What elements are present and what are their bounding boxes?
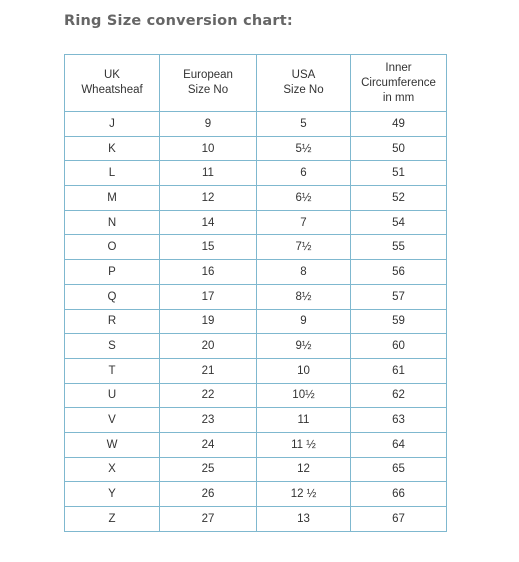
cell-usa-size: 5: [257, 112, 351, 137]
cell-european-size: 19: [160, 309, 257, 334]
cell-european-size: 14: [160, 210, 257, 235]
cell-usa-size: 6½: [257, 186, 351, 211]
table-row: [65, 408, 447, 433]
cell-uk-wheatsheaf: L: [65, 161, 160, 186]
header-line: in mm: [382, 91, 415, 104]
cell-european-size: 25: [160, 457, 257, 482]
cell-inner-circumference: 55: [351, 235, 447, 260]
header-uk-wheatsheaf: [65, 55, 160, 112]
cell-european-size: 9: [160, 112, 257, 137]
table-row: [65, 284, 447, 309]
cell-inner-circumference: 59: [351, 309, 447, 334]
cell-uk-wheatsheaf: M: [65, 186, 160, 211]
page-title: Ring Size conversion chart:: [64, 13, 293, 29]
cell-inner-circumference: 50: [351, 136, 447, 161]
cell-inner-circumference: 54: [351, 210, 447, 235]
table-row: [65, 482, 447, 507]
header-line: Inner: [385, 61, 412, 74]
cell-uk-wheatsheaf: V: [65, 408, 160, 433]
cell-usa-size: 9: [257, 309, 351, 334]
cell-inner-circumference: 49: [351, 112, 447, 137]
cell-inner-circumference: 67: [351, 507, 447, 532]
cell-usa-size: 7: [257, 210, 351, 235]
header-usa-size: [257, 55, 351, 112]
cell-usa-size: 8½: [257, 284, 351, 309]
cell-european-size: 15: [160, 235, 257, 260]
table-body: [65, 112, 447, 532]
cell-inner-circumference: 63: [351, 408, 447, 433]
header-line: Size No: [283, 84, 324, 96]
table-row: [65, 309, 447, 334]
cell-usa-size: 12 ½: [257, 482, 351, 507]
cell-usa-size: 6: [257, 161, 351, 186]
header-row: [65, 55, 447, 112]
cell-uk-wheatsheaf: T: [65, 358, 160, 383]
table-row: [65, 136, 447, 161]
header-line: Size No: [187, 84, 229, 96]
cell-uk-wheatsheaf: W: [65, 432, 160, 457]
cell-inner-circumference: 60: [351, 334, 447, 359]
cell-usa-size: 12: [257, 457, 351, 482]
table-row: [65, 432, 447, 457]
cell-usa-size: 8: [257, 260, 351, 285]
cell-usa-size: 11 ½: [257, 432, 351, 457]
table-row: [65, 210, 447, 235]
header-european-size: [160, 55, 257, 112]
cell-usa-size: 10: [257, 358, 351, 383]
cell-inner-circumference: 65: [351, 457, 447, 482]
cell-european-size: 21: [160, 358, 257, 383]
cell-usa-size: 5½: [257, 136, 351, 161]
header-line: UK: [104, 69, 120, 81]
cell-uk-wheatsheaf: Z: [65, 507, 160, 532]
table-row: [65, 235, 447, 260]
cell-uk-wheatsheaf: U: [65, 383, 160, 408]
cell-uk-wheatsheaf: N: [65, 210, 160, 235]
header-inner-circumference: [351, 55, 447, 112]
header-line: Circumference: [361, 76, 436, 89]
cell-usa-size: 9½: [257, 334, 351, 359]
table-row: [65, 507, 447, 532]
table-row: [65, 358, 447, 383]
header-line: USA: [291, 69, 316, 81]
table-row: [65, 260, 447, 285]
cell-uk-wheatsheaf: Y: [65, 482, 160, 507]
cell-european-size: 26: [160, 482, 257, 507]
cell-european-size: 22: [160, 383, 257, 408]
ring-size-table: [64, 54, 447, 532]
cell-inner-circumference: 56: [351, 260, 447, 285]
cell-european-size: 12: [160, 186, 257, 211]
cell-european-size: 11: [160, 161, 257, 186]
cell-european-size: 20: [160, 334, 257, 359]
table-row: [65, 186, 447, 211]
cell-usa-size: 13: [257, 507, 351, 532]
cell-uk-wheatsheaf: S: [65, 334, 160, 359]
header-line: European: [183, 69, 233, 81]
table-row: [65, 334, 447, 359]
cell-inner-circumference: 61: [351, 358, 447, 383]
cell-uk-wheatsheaf: R: [65, 309, 160, 334]
cell-inner-circumference: 51: [351, 161, 447, 186]
cell-usa-size: 11: [257, 408, 351, 433]
table-row: [65, 383, 447, 408]
table-row: [65, 112, 447, 137]
cell-inner-circumference: 66: [351, 482, 447, 507]
cell-european-size: 24: [160, 432, 257, 457]
cell-european-size: 16: [160, 260, 257, 285]
cell-uk-wheatsheaf: J: [65, 112, 160, 137]
cell-uk-wheatsheaf: O: [65, 235, 160, 260]
cell-uk-wheatsheaf: X: [65, 457, 160, 482]
header-line: Wheatsheaf: [81, 84, 143, 96]
cell-usa-size: 10½: [257, 383, 351, 408]
cell-european-size: 17: [160, 284, 257, 309]
table-row: [65, 161, 447, 186]
cell-inner-circumference: 57: [351, 284, 447, 309]
cell-inner-circumference: 62: [351, 383, 447, 408]
cell-european-size: 10: [160, 136, 257, 161]
table-row: [65, 457, 447, 482]
cell-inner-circumference: 52: [351, 186, 447, 211]
cell-uk-wheatsheaf: Q: [65, 284, 160, 309]
cell-european-size: 23: [160, 408, 257, 433]
cell-uk-wheatsheaf: K: [65, 136, 160, 161]
cell-european-size: 27: [160, 507, 257, 532]
cell-uk-wheatsheaf: P: [65, 260, 160, 285]
cell-inner-circumference: 64: [351, 432, 447, 457]
cell-usa-size: 7½: [257, 235, 351, 260]
